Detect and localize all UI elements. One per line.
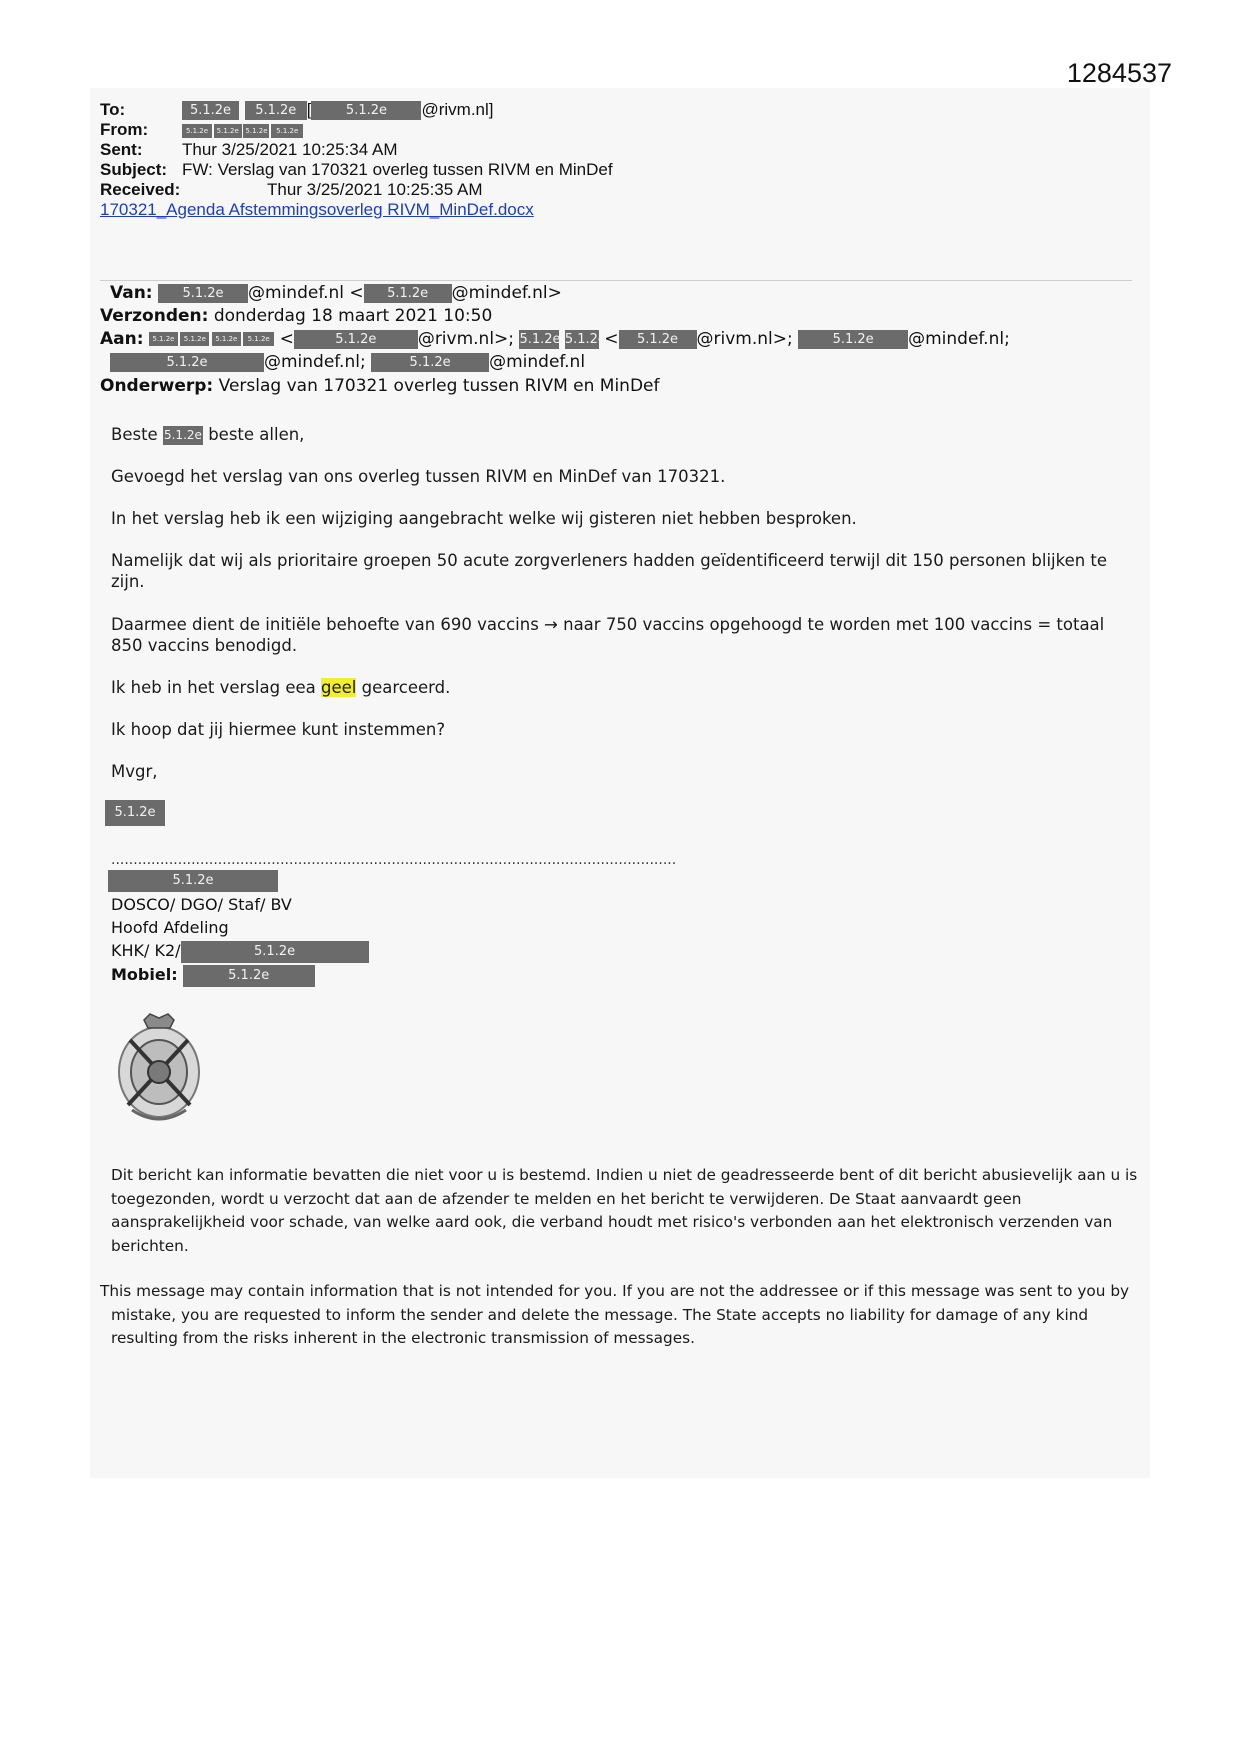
signature-line	[111, 963, 315, 987]
aan-label: Aan:	[100, 329, 144, 349]
redaction: 5.1.2e	[181, 941, 369, 963]
paragraph: In het verslag heb ik een wijziging aangebracht welke wij gisteren niet hebben besproken.	[111, 509, 857, 528]
to-suffix: @rivm.nl]	[421, 100, 494, 119]
signature-divider: ...............................................................................................................................	[111, 852, 677, 868]
military-emblem-logo	[112, 1010, 207, 1125]
separator	[100, 280, 1132, 281]
signature-line: Hoofd Afdeling	[111, 918, 229, 937]
redaction: 5.1.2e	[294, 330, 418, 349]
to-label: To:	[100, 100, 126, 119]
aan-text: @mindef.nl	[489, 352, 586, 372]
aan-text: @rivm.nl>;	[696, 329, 793, 349]
redaction: 5.1.2e	[110, 353, 264, 372]
closing: Mvgr,	[111, 762, 158, 781]
to-bracket: [	[306, 100, 312, 119]
aan-row-2	[110, 352, 585, 373]
mobile-label: Mobiel:	[111, 965, 178, 984]
onderwerp-label: Onderwerp:	[100, 376, 214, 396]
aan-text: @mindef.nl;	[264, 352, 366, 372]
greeting	[111, 424, 1121, 445]
verzonden-value: donderdag 18 maart 2021 10:50	[213, 306, 493, 326]
redaction: 5.1.2e	[619, 330, 697, 349]
redaction: 5.1.2e	[105, 800, 165, 826]
onderwerp-value: Verslag van 170321 overleg tussen RIVM en MinDef	[218, 376, 660, 396]
redaction: 5.1.2e	[180, 332, 209, 346]
redaction: 5.1.2e	[149, 332, 178, 346]
redaction: 5.1.2e	[182, 124, 212, 138]
aan-text: @rivm.nl>;	[417, 329, 515, 349]
disclaimer-english: This message may contain information that is not intended for you. If you are not the addressee or if this message was sent to you by mistake, you are requested to inform the sender and delete the message. The State accepts no liability for damage of any kind resulting from the risks inherent in the electronic transmission of messages.	[100, 1282, 1130, 1347]
redaction: 5.1.2e	[182, 101, 239, 120]
greeting-text: beste allen,	[208, 425, 305, 444]
paragraph-text: Ik heb in het verslag eea	[111, 678, 316, 697]
paragraph: Ik hoop dat jij hiermee kunt instemmen?	[111, 720, 446, 739]
van-label: Van:	[110, 283, 153, 303]
signature-text: KHK/ K2/	[111, 941, 181, 960]
paragraph: Gevoegd het verslag van ons overleg tussen RIVM en MinDef van 170321.	[111, 467, 726, 486]
redaction: 5.1.2e	[212, 332, 241, 346]
onderwerp-row	[100, 376, 660, 397]
signature-line	[111, 939, 369, 963]
redaction: 5.1.2e	[214, 124, 242, 138]
redaction: 5.1.2e	[271, 124, 303, 138]
van-row	[110, 283, 562, 304]
greeting-text: Beste	[111, 425, 158, 444]
redaction: 5.1.2e	[311, 101, 421, 120]
aan-text: @mindef.nl;	[908, 329, 1010, 349]
signature-line: DOSCO/ DGO/ Staf/ BV	[111, 895, 292, 914]
redaction: 5.1.2e	[364, 284, 452, 303]
attachment-row	[100, 200, 534, 220]
attachment-link[interactable]: 170321_Agenda Afstemmingsoverleg RIVM_MinDef.docx	[100, 200, 534, 219]
redaction: 5.1.2e	[564, 331, 606, 347]
redaction: 5.1.2e	[519, 331, 561, 347]
redaction: 5.1.2e	[158, 284, 248, 303]
redaction: 5.1.2e	[371, 353, 489, 372]
received-value: Thur 3/25/2021 10:25:35 AM	[267, 180, 483, 199]
sent-row	[100, 140, 398, 160]
redaction: 5.1.2e	[243, 332, 274, 346]
verzonden-label: Verzonden:	[100, 306, 209, 326]
from-row	[100, 120, 303, 140]
to-row	[100, 100, 494, 120]
subject-label: Subject:	[100, 160, 168, 179]
van-text-end: @mindef.nl>	[451, 283, 562, 303]
redaction: 5.1.2e	[183, 965, 315, 987]
document-id: 1284537	[1066, 58, 1172, 88]
paragraph	[111, 677, 1121, 698]
highlighted-word: geel	[320, 678, 357, 697]
sent-label: Sent:	[100, 140, 143, 159]
redaction: 5.1.2e	[163, 426, 203, 445]
paragraph: Daarmee dient de initiële behoefte van 690 vaccins → naar 750 vaccins opgehoogd te worden met 100 vaccins = totaal 850 vaccins benodigd.	[111, 615, 1105, 655]
verzonden-row	[100, 306, 492, 327]
received-row	[100, 180, 483, 200]
disclaimer-dutch: Dit bericht kan informatie bevatten die niet voor u is bestemd. Indien u niet de geadresseerde bent of dit bericht abusievelijk aan u is toegezonden, wordt u verzocht dat aan de afzender te melden en het bericht te verwijderen. De Staat aanvaardt geen aansprakelijkheid voor schade, van welke aard ook, die verband houdt met risico's verbonden aan het elektronisch verzenden van berichten.	[111, 1166, 1138, 1255]
aan-lt: <	[279, 329, 294, 349]
redaction: 5.1.2e	[798, 330, 908, 349]
redaction: 5.1.2e	[243, 124, 269, 138]
received-label: Received:	[100, 180, 181, 199]
aan-row	[100, 329, 1010, 350]
from-label: From:	[100, 120, 149, 139]
paragraph: Namelijk dat wij als prioritaire groepen 50 acute zorgverleners hadden geïdentificeerd terwijl dit 150 personen blijken te zijn.	[111, 551, 1108, 591]
aan-lt: <	[604, 329, 619, 349]
sent-value: Thur 3/25/2021 10:25:34 AM	[182, 140, 398, 159]
paragraph-text: gearceerd.	[361, 678, 451, 697]
redaction: 5.1.2e	[108, 870, 278, 892]
redaction: 5.1.2e	[245, 101, 307, 120]
subject-value: FW: Verslag van 170321 overleg tussen RIVM en MinDef	[182, 160, 613, 179]
subject-row	[100, 160, 613, 180]
van-text: @mindef.nl <	[248, 283, 364, 303]
